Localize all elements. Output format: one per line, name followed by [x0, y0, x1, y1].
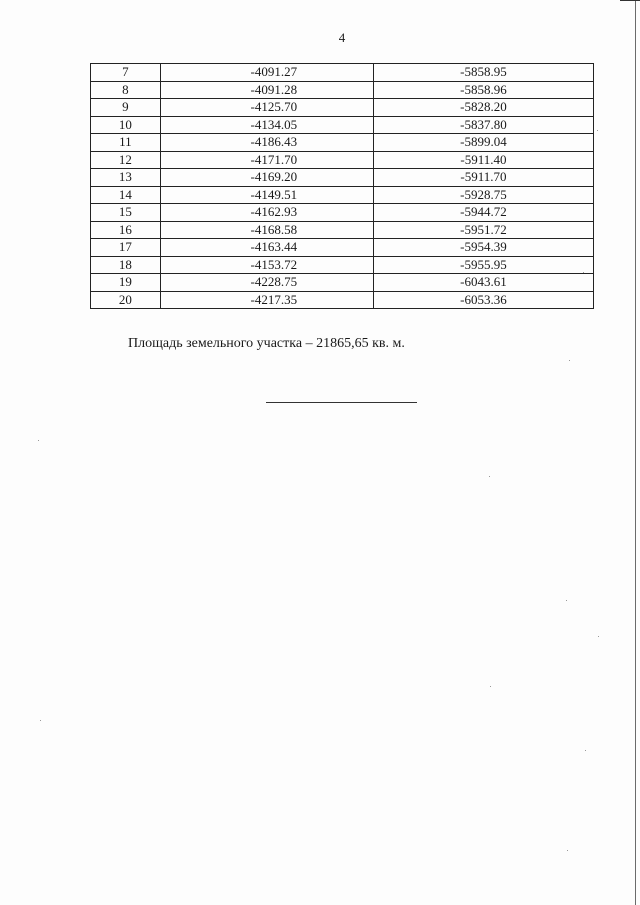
x-coordinate: -4163.44 [160, 239, 373, 257]
table-row [91, 64, 594, 82]
x-coordinate: -4168.58 [160, 221, 373, 239]
table-row [91, 239, 594, 257]
point-number: 8 [91, 81, 161, 99]
table-row [91, 81, 594, 99]
point-number: 17 [91, 239, 161, 257]
scan-speck [597, 130, 598, 131]
x-coordinate: -4186.43 [160, 134, 373, 152]
y-coordinate: -5858.96 [373, 81, 593, 99]
closing-rule-line [266, 402, 417, 403]
scan-speck [490, 686, 491, 687]
land-area-note: Площадь земельного участка – 21865,65 кв. м. [128, 336, 405, 351]
x-coordinate: -4169.20 [160, 169, 373, 187]
y-coordinate: -5955.95 [373, 256, 593, 274]
table-row [91, 116, 594, 134]
x-coordinate: -4091.28 [160, 81, 373, 99]
point-number: 7 [91, 64, 161, 82]
point-number: 20 [91, 291, 161, 309]
scan-speck [38, 440, 39, 441]
table-row [91, 256, 594, 274]
scan-speck [585, 750, 586, 751]
x-coordinate: -4217.35 [160, 291, 373, 309]
coordinates-table [90, 63, 594, 309]
table-row [91, 151, 594, 169]
y-coordinate: -6043.61 [373, 274, 593, 292]
y-coordinate: -5951.72 [373, 221, 593, 239]
scan-speck [40, 720, 41, 721]
y-coordinate: -5911.40 [373, 151, 593, 169]
table-row [91, 99, 594, 117]
y-coordinate: -5899.04 [373, 134, 593, 152]
point-number: 15 [91, 204, 161, 222]
point-number: 11 [91, 134, 161, 152]
scan-speck [567, 850, 568, 851]
point-number: 19 [91, 274, 161, 292]
x-coordinate: -4153.72 [160, 256, 373, 274]
scan-speck [598, 636, 599, 637]
x-coordinate: -4091.27 [160, 64, 373, 82]
y-coordinate: -5828.20 [373, 99, 593, 117]
x-coordinate: -4149.51 [160, 186, 373, 204]
y-coordinate: -5954.39 [373, 239, 593, 257]
y-coordinate: -5911.70 [373, 169, 593, 187]
x-coordinate: -4171.70 [160, 151, 373, 169]
point-number: 13 [91, 169, 161, 187]
scan-speck [569, 360, 570, 361]
point-number: 14 [91, 186, 161, 204]
scan-speck [583, 272, 584, 273]
x-coordinate: -4134.05 [160, 116, 373, 134]
table-row [91, 186, 594, 204]
table-row [91, 221, 594, 239]
scan-speck [489, 476, 490, 477]
point-number: 10 [91, 116, 161, 134]
page-number: 4 [338, 30, 346, 45]
x-coordinate: -4162.93 [160, 204, 373, 222]
y-coordinate: -5858.95 [373, 64, 593, 82]
x-coordinate: -4125.70 [160, 99, 373, 117]
y-coordinate: -6053.36 [373, 291, 593, 309]
table-row [91, 204, 594, 222]
y-coordinate: -5928.75 [373, 186, 593, 204]
point-number: 9 [91, 99, 161, 117]
table-row [91, 274, 594, 292]
point-number: 12 [91, 151, 161, 169]
table-row [91, 134, 594, 152]
scan-edge-mark [620, 0, 640, 1]
x-coordinate: -4228.75 [160, 274, 373, 292]
point-number: 16 [91, 221, 161, 239]
scan-edge-line [635, 0, 636, 905]
y-coordinate: -5837.80 [373, 116, 593, 134]
table-row [91, 291, 594, 309]
y-coordinate: -5944.72 [373, 204, 593, 222]
scan-speck [566, 600, 567, 601]
point-number: 18 [91, 256, 161, 274]
table-row [91, 169, 594, 187]
